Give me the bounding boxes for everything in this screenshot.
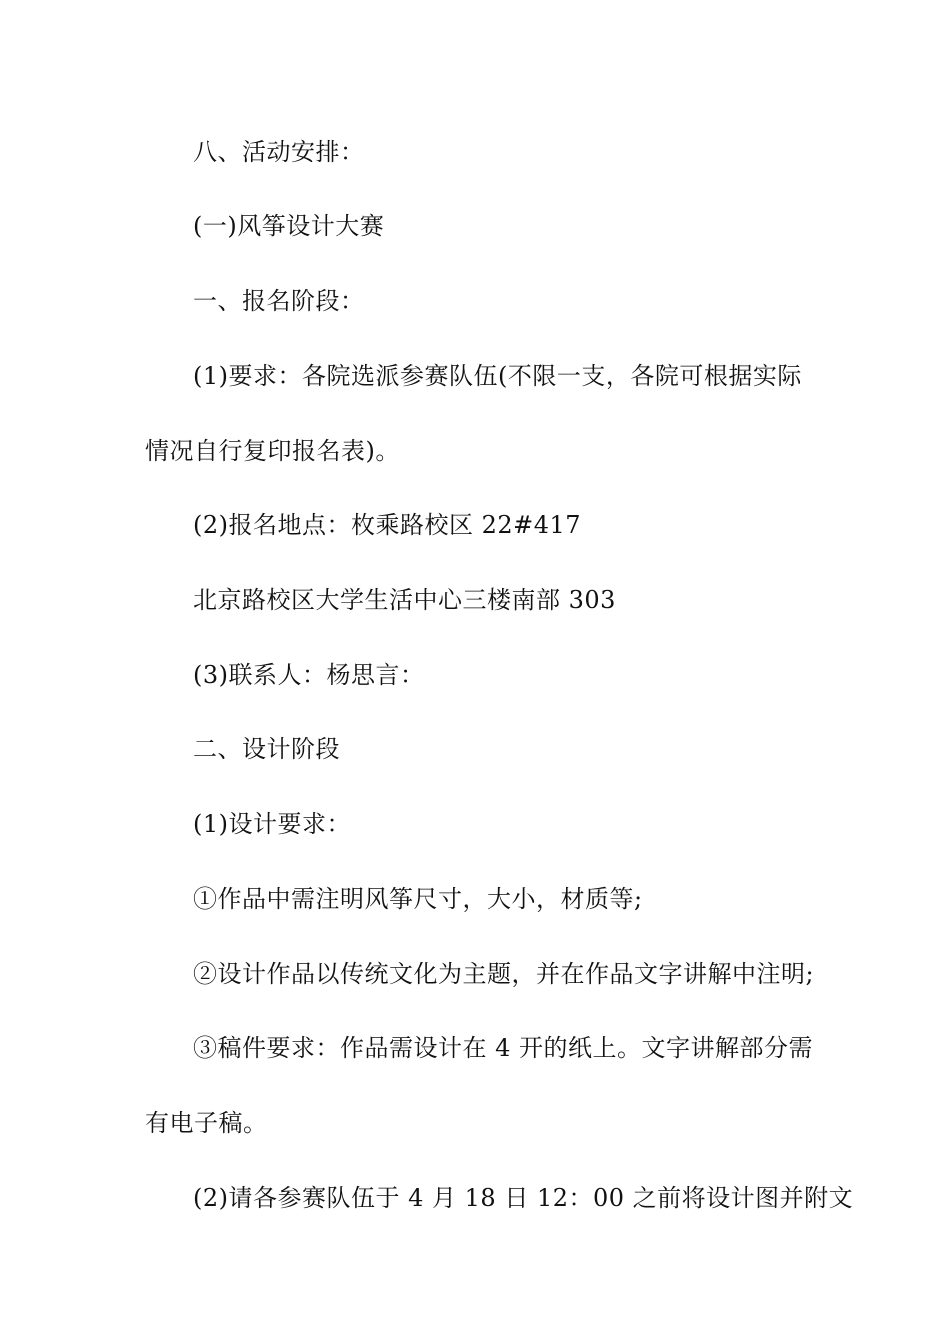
paragraph-requirements: (1)要求：各院选派参赛队伍(不限一支，各院可根据实际: [193, 362, 802, 390]
paragraph-registration-location-2: 北京路校区大学生活中心三楼南部 303: [193, 586, 616, 614]
list-item-2: ②设计作品以传统文化为主题，并在作品文字讲解中注明;: [193, 960, 815, 988]
paragraph-registration-location: (2)报名地点：枚乘路校区 22#417: [193, 511, 582, 539]
list-item-3-continued: 有电子稿。: [145, 1109, 268, 1137]
list-item-1: ①作品中需注明风筝尺寸，大小，材质等;: [193, 885, 643, 913]
paragraph-contact-person: (3)联系人：杨思言：: [193, 661, 425, 689]
paragraph-submission-deadline: (2)请各参赛队伍于 4 月 18 日 12：00 之前将设计图并附文: [193, 1184, 854, 1212]
paragraph-design-requirements: (1)设计要求：: [193, 810, 351, 838]
paragraph-requirements-continued: 情况自行复印报名表)。: [145, 437, 400, 465]
section-heading-activity-arrangement: 八、活动安排：: [193, 138, 365, 166]
subsection-heading-kite-design-contest: (一)风筝设计大赛: [193, 212, 385, 240]
stage-heading-design: 二、设计阶段: [193, 735, 340, 763]
stage-heading-registration: 一、报名阶段：: [193, 287, 365, 315]
list-item-3: ③稿件要求：作品需设计在 4 开的纸上。文字讲解部分需: [193, 1034, 814, 1062]
